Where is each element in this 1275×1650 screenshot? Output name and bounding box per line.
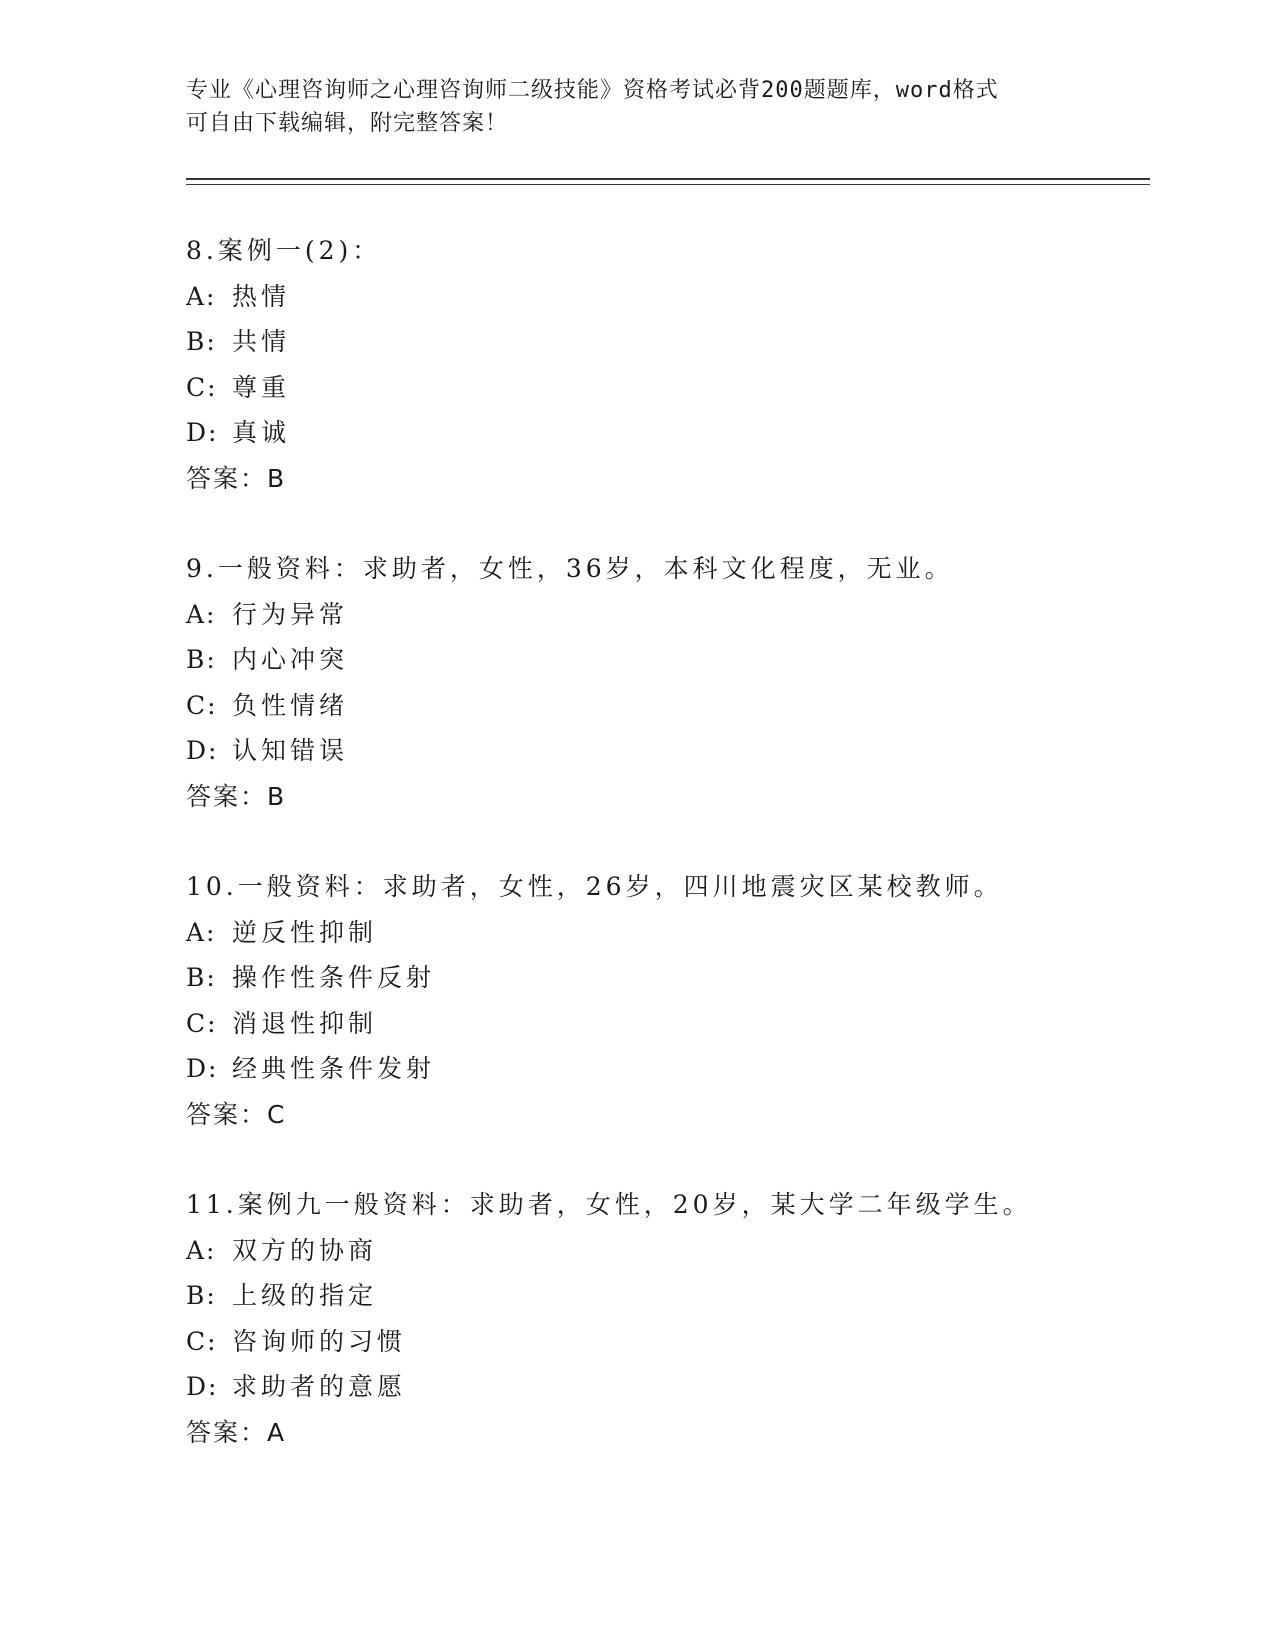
option-c — [186, 683, 1146, 729]
option-d — [186, 1364, 1146, 1410]
option-label: A: — [186, 281, 217, 311]
option-text: 共情 — [232, 327, 291, 356]
option-text: 经典性条件发射 — [232, 1054, 436, 1083]
option-text: 咨询师的习惯 — [232, 1326, 407, 1356]
option-text: 真诚 — [232, 418, 291, 447]
option-text: 热情 — [232, 281, 291, 311]
option-label: C: — [186, 690, 218, 720]
option-label: B: — [186, 645, 217, 674]
header-line-1: 专业《心理咨询师之心理咨询师二级技能》资格考试必背200题题库，word格式 — [186, 78, 999, 103]
option-c — [186, 1319, 1146, 1365]
option-label: A: — [186, 599, 217, 629]
answer-line: 答案：A — [186, 1417, 287, 1447]
question-block — [186, 546, 1146, 819]
header-divider-thin — [186, 184, 1150, 185]
option-b — [186, 319, 1146, 365]
question-block — [186, 228, 1146, 501]
option-label: D: — [186, 1372, 219, 1401]
header-line-2: 可自由下载编辑，附完整答案！ — [186, 111, 509, 136]
option-label: C: — [186, 1326, 218, 1356]
option-c — [186, 365, 1146, 411]
question-block — [186, 864, 1146, 1137]
option-text: 内心冲突 — [232, 645, 349, 674]
option-label: B: — [186, 963, 217, 992]
option-text: 负性情绪 — [232, 690, 349, 720]
option-label: B: — [186, 1281, 217, 1310]
option-a — [186, 1228, 1146, 1274]
option-text: 认知错误 — [232, 736, 349, 765]
option-c — [186, 1001, 1146, 1047]
option-text: 操作性条件反射 — [232, 963, 436, 992]
question-stem: 9.一般资料：求助者，女性，36岁，本科文化程度，无业。 — [186, 554, 954, 583]
option-label: A: — [186, 917, 217, 947]
option-text: 尊重 — [232, 372, 291, 402]
option-a — [186, 910, 1146, 956]
option-label: B: — [186, 327, 217, 356]
option-label: D: — [186, 1054, 219, 1083]
option-a — [186, 592, 1146, 638]
option-b — [186, 637, 1146, 683]
option-text: 逆反性抑制 — [232, 917, 378, 947]
question-stem: 11.案例九一般资料：求助者，女性，20岁，某大学二年级学生。 — [186, 1190, 1032, 1219]
option-label: C: — [186, 1008, 218, 1038]
option-b — [186, 955, 1146, 1001]
option-label: D: — [186, 418, 219, 447]
question-stem: 8.案例一(2)： — [186, 236, 382, 265]
answer-line: 答案：B — [186, 463, 287, 493]
question-block — [186, 1182, 1146, 1455]
option-text: 消退性抑制 — [232, 1008, 378, 1038]
option-text: 行为异常 — [232, 599, 349, 629]
option-text: 求助者的意愿 — [232, 1372, 407, 1401]
question-stem: 10.一般资料：求助者，女性，26岁，四川地震灾区某校教师。 — [186, 872, 1003, 901]
option-b — [186, 1273, 1146, 1319]
option-label: D: — [186, 736, 219, 765]
header-divider — [186, 178, 1150, 180]
answer-line: 答案：B — [186, 781, 287, 811]
option-text: 上级的指定 — [232, 1281, 378, 1310]
option-label: C: — [186, 372, 218, 402]
answer-line: 答案：C — [186, 1099, 287, 1129]
option-d — [186, 1046, 1146, 1092]
option-text: 双方的协商 — [232, 1235, 378, 1265]
option-d — [186, 728, 1146, 774]
document-header — [186, 74, 1086, 140]
option-label: A: — [186, 1235, 217, 1265]
option-a — [186, 274, 1146, 320]
option-d — [186, 410, 1146, 456]
